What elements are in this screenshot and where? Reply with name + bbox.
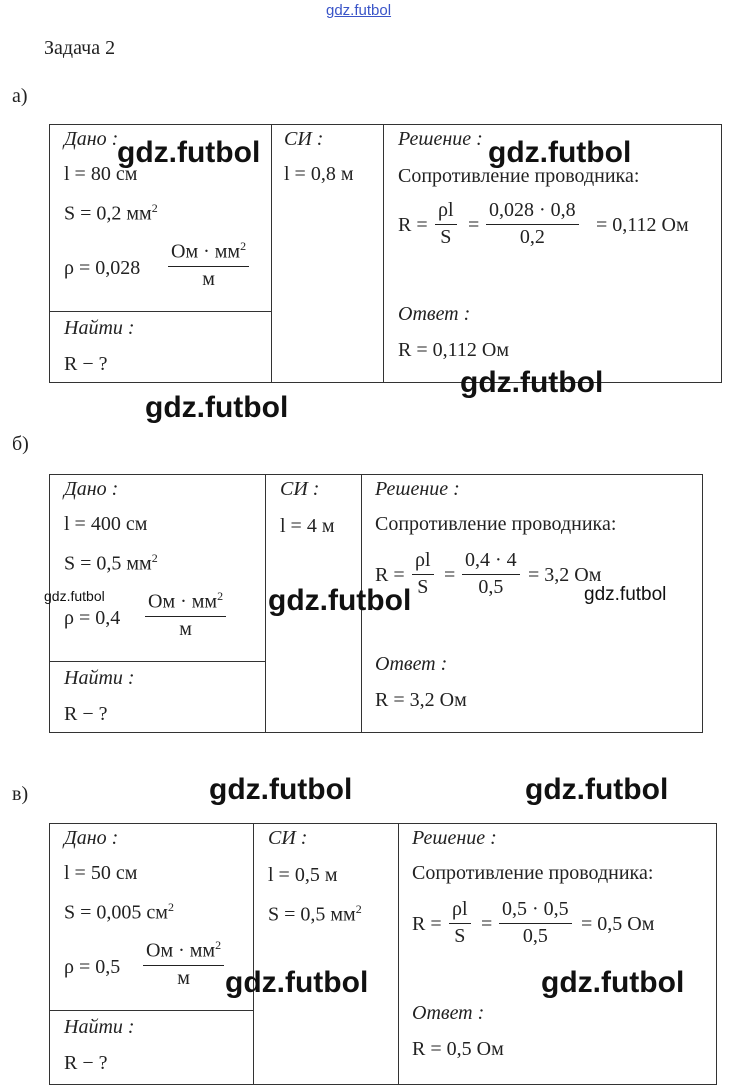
solution-description: Сопротивление проводника: (375, 513, 617, 535)
find-header: Найти : (64, 667, 135, 689)
problem-table-c (49, 823, 717, 1085)
formula-r: R = (412, 913, 442, 935)
given-header: Дано : (64, 827, 119, 849)
part-label-a: а) (12, 85, 28, 107)
answer-value: R = 3,2 Ом (375, 689, 467, 711)
si-header: СИ : (268, 827, 308, 849)
si-header: СИ : (280, 478, 320, 500)
formula-result: = 0,5 Ом (581, 913, 655, 935)
given-header: Дано : (64, 128, 119, 150)
solution-description: Сопротивление проводника: (412, 862, 654, 884)
given-length: l = 400 см (64, 513, 148, 535)
watermark: gdz.futbol (145, 391, 289, 424)
find-header: Найти : (64, 1016, 135, 1038)
watermark: gdz.futbol (44, 588, 105, 604)
watermark: gdz.futbol (541, 966, 685, 999)
si-area: S = 0,5 $мм^2$ (268, 902, 362, 926)
formula-r: R = (398, 214, 428, 236)
given-header: Дано : (64, 478, 119, 500)
formula-result: = 0,112 Ом (596, 214, 689, 236)
watermark: gdz.futbol (268, 584, 412, 617)
watermark: gdz.futbol (209, 773, 353, 806)
formula-substitution: $\frac{0,4 \cdot 4}{0,5}$ (462, 549, 520, 599)
find-header: Найти : (64, 317, 135, 339)
formula-r: R = (375, 564, 405, 586)
si-header: СИ : (284, 128, 324, 150)
resistivity-unit: Ом · $мм^2$ м (168, 239, 249, 291)
answer-header: Ответ : (398, 303, 471, 325)
given-resistivity: ρ = 0,028 (64, 257, 141, 279)
answer-value: R = 0,5 Ом (412, 1038, 504, 1060)
given-area: S = 0,5 $мм^2$ (64, 551, 158, 575)
watermark: gdz.futbol (225, 966, 369, 999)
watermark: gdz.futbol (488, 136, 632, 169)
part-label-c: в) (12, 783, 29, 805)
formula-result: = 3,2 Ом (528, 564, 602, 586)
formula-substitution: $\frac{0,028 \cdot 0,8}{0,2}$ (486, 199, 579, 249)
resistivity-unit: Ом · $мм^2$ м (145, 589, 226, 641)
solution-header: Решение : (412, 827, 497, 849)
formula-substitution: $\frac{0,5 \cdot 0,5}{0,5}$ (499, 898, 572, 948)
find-value: R − ? (64, 1052, 108, 1074)
given-length: l = 80 см (64, 163, 138, 185)
solution-description: Сопротивление проводника: (398, 165, 640, 187)
watermark: gdz.futbol (584, 584, 667, 605)
formula-rho-l-over-s: $\frac{\rho l}{S}$ (435, 199, 457, 249)
formula-equals: = (481, 913, 493, 935)
answer-header: Ответ : (412, 1002, 485, 1024)
given-area: S = 0,005 $см^2$ (64, 900, 174, 924)
solution-header: Решение : (375, 478, 460, 500)
watermark: gdz.futbol (460, 366, 604, 399)
formula-rho-l-over-s: $\frac{\rho l}{S}$ (412, 549, 434, 599)
watermark: gdz.futbol (525, 773, 669, 806)
si-length: l = 4 м (280, 515, 335, 537)
find-value: R − ? (64, 703, 108, 725)
watermark: gdz.futbol (117, 136, 261, 169)
site-link[interactable]: gdz.futbol (326, 2, 392, 19)
resistivity-unit: Ом · $мм^2$ м (143, 938, 224, 990)
find-value: R − ? (64, 353, 108, 375)
formula-rho-l-over-s: $\frac{\rho l}{S}$ (449, 898, 471, 948)
given-resistivity: ρ = 0,4 (64, 607, 121, 629)
given-area: S = 0,2 $мм^2$ (64, 201, 158, 225)
formula-equals: = (468, 214, 480, 236)
formula-equals: = (444, 564, 456, 586)
given-resistivity: ρ = 0,5 (64, 956, 121, 978)
given-length: l = 50 см (64, 862, 138, 884)
solution-header: Решение : (398, 128, 483, 150)
part-label-b: б) (12, 433, 29, 455)
page-title: Задача 2 (44, 37, 116, 59)
si-length: l = 0,8 м (284, 163, 354, 185)
answer-header: Ответ : (375, 653, 448, 675)
si-length: l = 0,5 м (268, 864, 338, 886)
answer-value: R = 0,112 Ом (398, 339, 509, 361)
